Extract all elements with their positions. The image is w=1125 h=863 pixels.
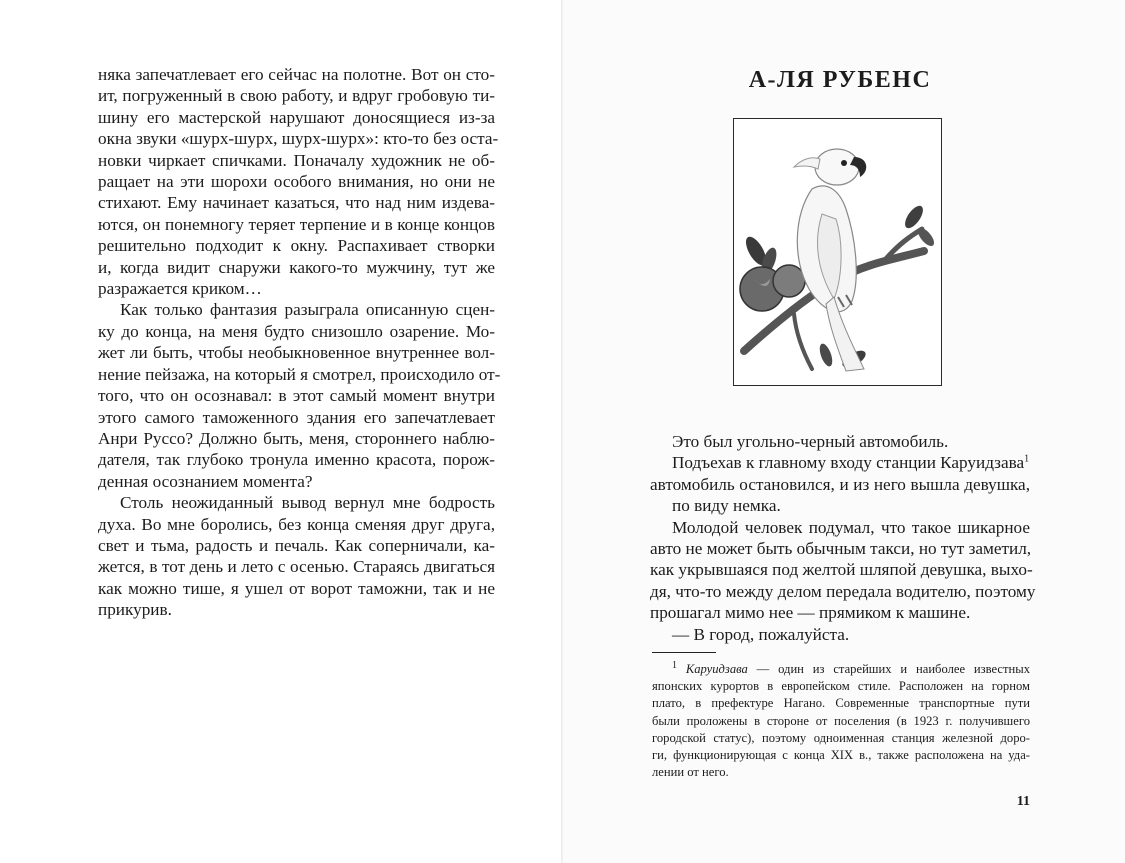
text-line: ращает на эти шорохи особого внимания, но они не (98, 172, 495, 192)
text-line: свет и тьма, радость и печаль. Как соперничали, ка- (98, 535, 495, 555)
footnote (652, 661, 1030, 781)
text-line: прикурив. (98, 600, 172, 620)
parrot-illustration (733, 118, 942, 386)
footnote-line: ги, функционирующая с конца XIX в., также расположена на уда- (652, 748, 1030, 763)
text-line: дя, что-то между делом передала водителю, поэтому (650, 581, 1036, 601)
text-line: нение пейзажа, на который я смотрел, происходило от- (98, 364, 501, 384)
text-line: Столь неожиданный вывод вернул мне бодрость (120, 493, 495, 513)
text-line: новки чиркает спичками. Поначалу художник не об- (98, 150, 495, 170)
text-line (650, 452, 1030, 473)
footnote-text: — один из старейших и наиболее известных (747, 662, 1030, 676)
text-line: ит, погруженный в свою работу, и вдруг гробовую ти- (98, 86, 495, 106)
footnote-line: были проложены в стороне от поселения (в 1923 г. получившего (652, 713, 1030, 728)
text-line: окна звуки «шурх-шурх, шурх-шурх»: кто-то без оста- (98, 129, 499, 149)
text-line: денная осознанием момента? (98, 471, 313, 491)
text-line: по виду немка. (672, 496, 781, 516)
footnote-marker: 1 (672, 659, 677, 671)
right-page-text (650, 431, 1036, 645)
parrot-on-branch-image (734, 119, 941, 385)
footnote-line: плато, в префектуре Нагано. Современные транспортные пути (652, 696, 1030, 711)
text-line: няка запечатлевает его сейчас на полотне. Вот он сто- (98, 65, 495, 84)
text-line-content: Подъехав к главному входу станции Каруидзава (672, 453, 1025, 473)
text-line: шину его мастерской нарушают доносящиеся из-за (98, 107, 495, 127)
left-page-text (98, 64, 501, 621)
page-number: 11 (1016, 794, 1030, 809)
chapter-title: А-ЛЯ РУБЕНС (748, 67, 932, 93)
text-line: Анри Руссо? Должно быть, меня, стороннего наблю- (98, 428, 495, 448)
text-line: как можно тише, я ушел от ворот таможни, так и не (98, 578, 495, 598)
footnote-line: лении от него. (652, 765, 729, 780)
text-line: Молодой человек подумал, что такое шикарное (672, 517, 1030, 537)
text-line: авто не может быть обычным такси, но тут заметил, (650, 539, 1032, 559)
text-line: дателя, так глубоко тронула именно красота, порож- (98, 450, 495, 470)
text-line: ку до конца, на меня будто снизошло озарение. Мо- (98, 321, 495, 341)
text-line: Это был угольно-черный автомобиль. (672, 432, 949, 451)
text-line: разражается криком… (98, 279, 262, 299)
footnote-term: Каруидзава (685, 662, 748, 676)
text-line: духа. Во мне боролись, без конца сменяя друг друга, (98, 514, 495, 534)
text-line: решительно подходит к окну. Распахивает створки (98, 236, 495, 256)
text-line: этого самого таможенного здания его запечатлевает (98, 407, 495, 427)
text-line: Как только фантазия разыграла описанную сцен- (120, 300, 495, 320)
text-line: ются, он понемногу теряет терпение и в конце концов (98, 214, 495, 234)
text-line: — В город, пожалуйста. (672, 624, 850, 644)
footnote-line: городской статус), поэтому одноименная станция железной доро- (652, 730, 1030, 745)
footnote-line (652, 661, 1030, 678)
text-line: и, когда видит снаружи какого-то мужчину, тут же (98, 257, 495, 277)
text-line: жется, в тот день и лето с осенью. Стараясь двигаться (98, 557, 495, 577)
text-line: жет ли быть, чтобы необыкновенное внутреннее вол- (98, 343, 495, 363)
text-line: автомобиль остановился, и из него вышла девушка, (650, 474, 1030, 494)
footnote-line: японских курортов в европейском стиле. Расположен на горном (652, 679, 1030, 694)
footnote-reference[interactable]: 1 (1024, 453, 1030, 465)
text-line: прошагал мимо нее — прямиком к машине. (650, 603, 971, 623)
footnote-divider (652, 652, 716, 653)
text-line: как укрывшаяся под желтой шляпой девушка, выхо- (650, 560, 1033, 580)
text-line: того, что он осознавал: в этот самый момент внутри (98, 386, 495, 406)
text-line: стихают. Ему начинает казаться, что над ним издева- (98, 193, 495, 213)
